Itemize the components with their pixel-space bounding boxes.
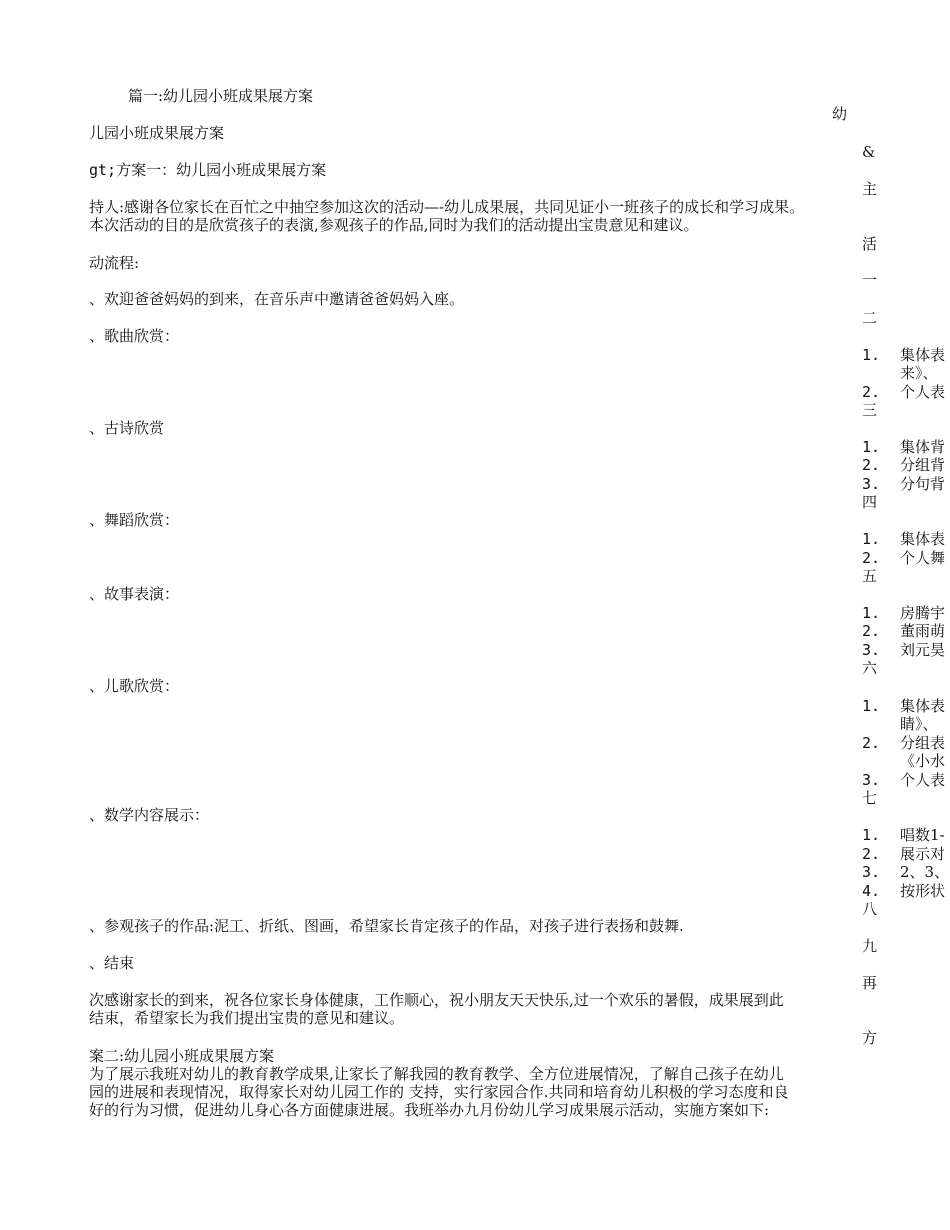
list-number: 1. bbox=[862, 826, 881, 844]
list-number: 2. bbox=[862, 622, 881, 640]
closing-line-1: 次感谢家长的到来，祝各位家长身体健康，工作顺心，祝小朋友天天快乐,过一个欢乐的暑假，成果展到此 bbox=[89, 991, 784, 1009]
step-artworks: 、参观孩子的作品:泥工、折纸、图画，希望家长肯定孩子的作品，对孩子进行表扬和鼓舞. bbox=[89, 917, 684, 935]
plan-two-heading: 案二:幼儿园小班成果展方案 bbox=[89, 1047, 275, 1065]
list-item: 个人舞 bbox=[900, 549, 946, 567]
list-number: 3. bbox=[862, 641, 881, 659]
list-item: 分组表 bbox=[900, 734, 946, 752]
list-item: 董雨萌 bbox=[900, 622, 946, 640]
col-char-san: 三 bbox=[862, 401, 878, 419]
step-dance: 、舞蹈欣赏： bbox=[89, 511, 180, 529]
closing-line-2: 结束，希望家长为我们提出宝贵的意见和建议。 bbox=[89, 1009, 405, 1027]
plan-title: 方案一：幼儿园小班成果展方案 bbox=[116, 161, 327, 179]
list-number: 2. bbox=[862, 549, 881, 567]
list-item: 分组背 bbox=[900, 456, 946, 474]
col-char-er: 二 bbox=[862, 309, 878, 327]
col-char-you: 幼 bbox=[832, 105, 848, 123]
list-number: 1. bbox=[862, 697, 881, 715]
list-item: 分句背 bbox=[900, 475, 946, 493]
host-paragraph-line-1: 持人:感谢各位家长在百忙之中抽空参加这次的活动—-幼儿成果展，共同见证小一班孩子的成长和学习成果。 bbox=[89, 198, 805, 216]
list-number: 2. bbox=[862, 734, 881, 752]
col-char-qi: 七 bbox=[862, 789, 878, 807]
list-item-continued: 睛》、 bbox=[900, 715, 938, 733]
col-char-si: 四 bbox=[862, 493, 878, 511]
list-number: 2. bbox=[862, 845, 881, 863]
list-item-continued: 《小水 bbox=[900, 752, 946, 770]
step-songs: 、歌曲欣赏： bbox=[89, 327, 180, 345]
col-char-jiu: 九 bbox=[862, 937, 878, 955]
plan-two-line-2: 园的进展和表现情况，取得家长对幼儿园工作的 支持，实行家园合作.共同和培育幼儿积极的学习态度和良 bbox=[89, 1083, 789, 1101]
list-number: 4. bbox=[862, 882, 881, 900]
col-char-zai: 再 bbox=[862, 974, 878, 992]
col-char-zhu: 主 bbox=[862, 180, 878, 198]
list-item-continued: 来》、 bbox=[900, 364, 938, 382]
plan-two-line-1: 为了展示我班对幼儿的教育教学成果,让家长了解我园的教育教学、全方位进展情况，了解自己孩子在幼儿 bbox=[89, 1065, 784, 1083]
list-item: 房腾宇 bbox=[900, 604, 946, 622]
list-number: 2. bbox=[862, 456, 881, 474]
step-math: 、数学内容展示： bbox=[89, 806, 210, 824]
col-char-fang: 方 bbox=[862, 1029, 878, 1047]
list-item: 个人表 bbox=[900, 771, 946, 789]
list-number: 3. bbox=[862, 771, 881, 789]
col-char-wu: 五 bbox=[862, 567, 878, 585]
col-char-liu: 六 bbox=[862, 659, 878, 677]
col-char-amp: & bbox=[862, 143, 876, 161]
plan-prefix: gt; bbox=[89, 161, 117, 179]
list-number: 1. bbox=[862, 346, 881, 364]
list-item: 集体表 bbox=[900, 697, 946, 715]
list-item: 刘元昊 bbox=[900, 641, 946, 659]
list-number: 1. bbox=[862, 604, 881, 622]
plan-two-line-3: 好的行为习惯，促进幼儿身心各方面健康进展。我班举办九月份幼儿学习成果展示活动，实施方案如下: bbox=[89, 1101, 770, 1119]
plan-heading bbox=[89, 161, 326, 179]
step-welcome: 、欢迎爸爸妈妈的到来，在音乐声中邀请爸爸妈妈入座。 bbox=[89, 290, 465, 308]
list-number: 3. bbox=[862, 863, 881, 881]
section-heading: 儿园小班成果展方案 bbox=[89, 124, 225, 142]
list-item: 集体表 bbox=[900, 346, 946, 364]
col-char-yi: 一 bbox=[862, 271, 878, 289]
step-end: 、结束 bbox=[89, 954, 135, 972]
list-item: 展示对 bbox=[900, 845, 946, 863]
list-item: 唱数1- bbox=[900, 826, 945, 844]
list-number: 1. bbox=[862, 530, 881, 548]
list-item: 集体表 bbox=[900, 530, 946, 548]
col-char-ba: 八 bbox=[862, 900, 878, 918]
step-story: 、故事表演： bbox=[89, 585, 180, 603]
step-rhymes: 、儿歌欣赏： bbox=[89, 677, 180, 695]
list-item: 按形状 bbox=[900, 882, 946, 900]
list-item: 2、3、 bbox=[900, 863, 950, 881]
document-title: 篇一:幼儿园小班成果展方案 bbox=[128, 87, 314, 105]
list-number: 3. bbox=[862, 475, 881, 493]
host-paragraph-line-2: 本次活动的目的是欣赏孩子的表演,参观孩子的作品,同时为我们的活动提出宝贵意见和建议。 bbox=[89, 216, 699, 234]
list-number: 2. bbox=[862, 383, 881, 401]
col-char-huo: 活 bbox=[862, 235, 878, 253]
flow-heading: 动流程: bbox=[89, 254, 140, 272]
list-item: 集体背 bbox=[900, 438, 946, 456]
list-number: 1. bbox=[862, 438, 881, 456]
list-item: 个人表 bbox=[900, 383, 946, 401]
step-poems: 、古诗欣赏 bbox=[89, 419, 165, 437]
